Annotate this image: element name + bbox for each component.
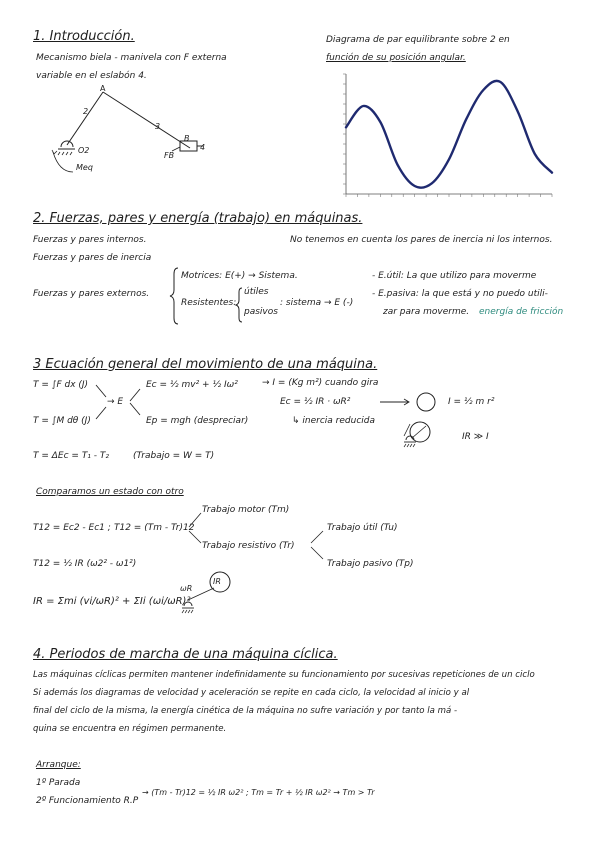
- s4-parada: 1º Parada: [36, 778, 81, 788]
- section2-heading: 2. Fuerzas, pares y energía (trabajo) en máquinas.: [33, 211, 363, 226]
- s4-arranque: Arranque:: [36, 760, 81, 770]
- s2-externos: Fuerzas y pares externos.: [33, 289, 150, 299]
- s3-ep: Ep = mgh (despreciar): [146, 416, 249, 426]
- s4-p4: quina se encuentra en régimen permanente.: [33, 724, 227, 734]
- s4-formula: → (Tm - Tr)12 = ½ IR ω2² ; Tm = Tr + ½ IR ω2² → Tm > Tr: [142, 788, 375, 797]
- s3-ec-red: Ec = ½ IR · ωR²: [280, 397, 351, 407]
- s3-tr: Trabajo resistivo (Tr): [202, 541, 295, 551]
- diagram-title-2: función de su posición angular.: [326, 53, 466, 63]
- s2-resistentes: Resistentes:: [181, 298, 237, 308]
- s3-ir-label: IR: [213, 577, 221, 586]
- s2-utiles: útiles: [244, 287, 269, 297]
- link-2: [67, 92, 103, 145]
- s2-inercia: Fuerzas y pares de inercia: [33, 253, 152, 263]
- s2-internos-note: No tenemos en cuenta los pares de inercia ni los internos.: [290, 235, 553, 245]
- s3-ec: Ec = ½ mv² + ½ Iω²: [146, 380, 238, 390]
- s1-line1: Mecanismo biela - manivela con F externa: [36, 53, 227, 63]
- s3-tp: Trabajo pasivo (Tp): [327, 559, 414, 569]
- s3-i-disk: I = ½ m r²: [448, 397, 495, 407]
- s3-comparamos: Comparamos un estado con otro: [36, 487, 184, 497]
- s3-t12c: T12 = ½ IR (ω2² - ω1²): [33, 559, 137, 569]
- s3-inertia: → I = (Kg m²) cuando gira: [262, 378, 379, 388]
- label-a: A: [100, 84, 106, 93]
- s1-line2: variable en el eslabón 4.: [36, 71, 147, 81]
- s3-t12: T12 = Ec2 - Ec1 ;: [33, 523, 111, 533]
- s4-funcionamiento: 2º Funcionamiento R.P: [36, 796, 139, 806]
- s3-t-mdtheta: T = ∫M dθ (J): [33, 416, 91, 426]
- s3-ir-gg: IR ≫ I: [462, 432, 489, 442]
- s3-ir-formula: IR = Σmi (vi/ωR)² + ΣIi (ωi/ωR)²: [33, 596, 191, 607]
- s2-e-pasiva2: zar para moverme.: [383, 307, 470, 317]
- label-2: 2: [83, 107, 89, 116]
- s2-motrices: Motrices: E(+) → Sistema.: [181, 271, 298, 281]
- s3-t-fdx: T = ∫F dx (J): [33, 380, 89, 390]
- s3-trabajo: (Trabajo = W = T): [133, 451, 215, 461]
- s3-inercia-red: ↳ inercia reducida: [292, 416, 375, 426]
- s3-arrow-e: → E: [107, 397, 124, 407]
- s3-t12b: T12 = (Tm - Tr)12: [114, 523, 195, 533]
- label-b: B: [184, 134, 190, 143]
- s3-tu: Trabajo útil (Tu): [327, 523, 398, 533]
- s2-e-friccion: energía de fricción: [479, 307, 564, 317]
- s3-wr: ωR: [180, 584, 193, 593]
- s3-tm: Trabajo motor (Tm): [202, 505, 290, 515]
- s2-sistema-e: : sistema → E (-): [280, 298, 354, 308]
- s2-e-pasiva1: - E.pasiva: la que está y no puedo utili-: [372, 289, 548, 299]
- label-4: 4: [200, 143, 206, 152]
- label-fb: FB: [164, 151, 175, 160]
- s4-p3: final del ciclo de la misma, la energía cinética de la máquina no sufre variación y por tanto la má -: [33, 706, 458, 716]
- label-meq: Meq: [76, 163, 93, 172]
- s4-p2: Si además los diagramas de velocidad y aceleración se repite en cada ciclo, la velocidad al inicio y al: [33, 688, 470, 698]
- torque-chart: [338, 70, 558, 200]
- s4-p1: Las máquinas cíclicas permiten mantener indefinidamente su funcionamiento por sucesivas repeticiones de un ciclo: [33, 670, 535, 680]
- s2-internos: Fuerzas y pares internos.: [33, 235, 147, 245]
- section1-heading: 1. Introducción.: [33, 29, 135, 44]
- section4-heading: 4. Periodos de marcha de una máquina cíclica.: [33, 647, 338, 662]
- section3-heading: 3 Ecuación general del movimiento de una máquina.: [33, 357, 378, 372]
- s2-e-util: - E.útil: La que utilizo para moverme: [372, 271, 537, 281]
- s3-t-delta: T = ΔEc = T₁ - T₂: [33, 451, 109, 461]
- label-oz: O2: [78, 146, 90, 155]
- link-3: [103, 92, 190, 148]
- chart-series-line: [346, 81, 552, 188]
- diagram-title-1: Diagrama de par equilibrante sobre 2 en: [326, 35, 510, 45]
- s2-pasivos: pasivos: [244, 307, 278, 317]
- label-3: 3: [155, 122, 161, 131]
